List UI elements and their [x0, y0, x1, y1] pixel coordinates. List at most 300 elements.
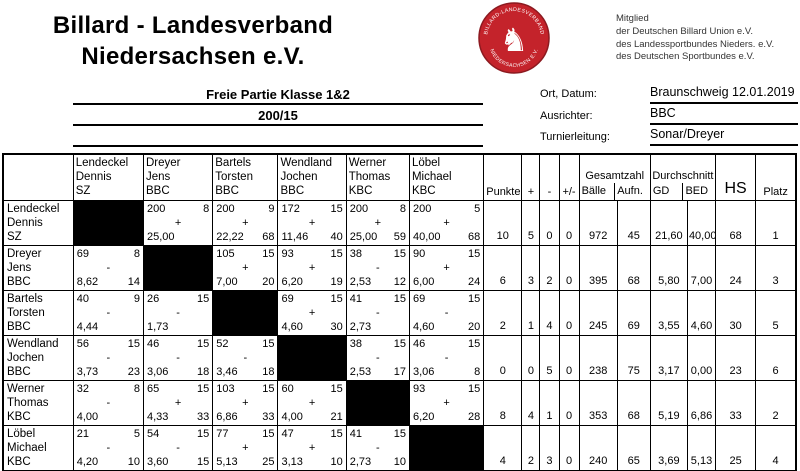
opponent-club: BBC [215, 185, 239, 197]
match-result-sign: - [444, 306, 449, 319]
match-bottom [350, 320, 406, 334]
match-highrun: 33 [197, 410, 210, 423]
player-club: KBC [7, 455, 31, 468]
opponent-club: BBC [146, 185, 170, 197]
association-logo [477, 1, 551, 75]
match-innings: 15 [467, 247, 481, 260]
match-cell [409, 245, 483, 290]
match-top [77, 247, 140, 261]
match-innings: 15 [262, 247, 275, 260]
match-result-sign: + [443, 216, 450, 229]
match-result-sign: - [106, 306, 111, 319]
stat-plus: 3 [522, 245, 540, 290]
match-top [350, 337, 406, 351]
stat-aufn: 68 [617, 380, 650, 425]
match-highrun: 33 [262, 410, 275, 423]
match-cell [144, 380, 213, 425]
stat-bed: 7,00 [687, 245, 715, 290]
turnierleitung-label: Turnierleitung: [540, 131, 610, 143]
match-innings: 15 [262, 427, 275, 440]
match-cell [144, 335, 213, 380]
stat-aufn: 65 [617, 425, 650, 471]
match-result-sign: - [106, 441, 111, 454]
corner-cell [3, 154, 73, 200]
match-result-sign: + [308, 441, 316, 454]
opponent-first: Michael [411, 171, 452, 183]
match-bottom [147, 455, 209, 469]
match-cell [144, 200, 213, 245]
diagonal-black-cell [346, 380, 409, 425]
player-name-cell [3, 245, 73, 290]
diagonal-black-cell [278, 335, 346, 380]
ort-datum-label: Ort, Datum: [540, 88, 597, 100]
opponent-header-werner [346, 154, 409, 200]
player-club: SZ [7, 230, 22, 243]
match-result-sign: + [242, 441, 249, 454]
opponent-last: Löbel [411, 157, 441, 169]
match-average: 5,13 [216, 455, 238, 468]
match-balls: 21 [76, 427, 89, 440]
match-cell [73, 425, 143, 471]
opponent-header-dreyer [144, 154, 213, 200]
match-bottom [77, 365, 140, 379]
opponent-last: Dreyer [146, 157, 181, 169]
match-cell [278, 425, 346, 471]
opponent-header-bartels [213, 154, 278, 200]
match-top [413, 382, 480, 396]
match-highrun: 10 [393, 455, 406, 468]
match-innings: 15 [393, 247, 406, 260]
diagonal-black-cell [213, 290, 278, 335]
match-average: 4,33 [147, 410, 169, 423]
stat-platz: 5 [756, 290, 796, 335]
match-highrun: 68 [262, 230, 275, 243]
player-first: Jochen [7, 351, 45, 364]
diagonal-black-cell [73, 200, 143, 245]
match-top [281, 292, 342, 306]
match-bottom [216, 230, 274, 244]
membership-block [616, 13, 774, 64]
stat-aufn: 45 [617, 200, 650, 245]
match-result-sign: - [106, 351, 111, 364]
stat-punkte: 4 [484, 425, 522, 471]
match-balls: 105 [216, 247, 235, 260]
opponent-first: Torsten [215, 171, 253, 183]
match-balls: 69 [412, 292, 426, 305]
match-innings: 8 [133, 382, 140, 395]
divider-line [73, 145, 483, 147]
stat-baelle: 240 [579, 425, 617, 471]
stat-plus: 5 [522, 200, 540, 245]
match-average: 3,46 [216, 365, 238, 378]
stat-hs: 24 [716, 245, 756, 290]
stat-baelle: 395 [579, 245, 617, 290]
stat-gd: 5,19 [650, 380, 687, 425]
match-innings: 15 [467, 337, 481, 350]
match-top [147, 292, 209, 306]
org-title-line1: Billard - Landesverband [52, 12, 334, 39]
match-top [216, 337, 274, 351]
match-top [216, 202, 274, 216]
match-highrun: 15 [197, 455, 210, 468]
match-result-sign: - [106, 396, 111, 409]
match-top [413, 292, 480, 306]
stat-plusminus: 0 [559, 200, 579, 245]
stat-gd: 5,80 [650, 245, 687, 290]
match-innings: 8 [133, 247, 140, 260]
match-result-sign: - [176, 306, 180, 319]
match-average: 6,00 [412, 275, 435, 288]
match-top [77, 427, 140, 441]
match-cell [144, 290, 213, 335]
membership-line: Mitglied [616, 13, 649, 24]
match-highrun: 28 [467, 410, 481, 423]
match-average: 4,00 [76, 410, 99, 423]
match-bottom [281, 410, 342, 424]
match-bottom [350, 275, 406, 289]
match-bottom [350, 365, 406, 379]
match-bottom [281, 455, 342, 469]
match-cell [73, 290, 143, 335]
match-innings: 8 [399, 202, 406, 215]
match-bottom [77, 320, 140, 334]
match-top [281, 202, 342, 216]
match-cell [278, 200, 346, 245]
stat-plus: 4 [522, 380, 540, 425]
opponent-last: Werner [348, 157, 387, 169]
match-bottom [413, 320, 480, 334]
match-cell [213, 245, 278, 290]
match-bottom [281, 320, 342, 334]
match-top [147, 427, 209, 441]
match-bottom [77, 410, 140, 424]
player-name-cell [3, 290, 73, 335]
svg-text:BILLARD-LANDESVERBAND: BILLARD-LANDESVERBAND [483, 6, 545, 36]
stat-hs: 23 [716, 335, 756, 380]
opponent-club: SZ [75, 185, 91, 197]
opponent-header-lendeckel [73, 154, 143, 200]
match-bottom [281, 275, 342, 289]
match-innings: 9 [133, 292, 140, 305]
col-header-minus: - [540, 154, 559, 200]
match-highrun: 14 [127, 275, 140, 288]
ort-datum-value: Braunschweig 12.01.2019 [650, 85, 798, 104]
stat-plusminus: 0 [559, 335, 579, 380]
match-innings: 15 [330, 427, 343, 440]
match-balls: 200 [412, 202, 432, 215]
match-average: 7,00 [216, 275, 238, 288]
stat-platz: 1 [756, 200, 796, 245]
stat-hs: 33 [716, 380, 756, 425]
match-highrun: 8 [474, 365, 481, 378]
diagonal-black-cell [144, 245, 213, 290]
match-highrun: 68 [467, 230, 481, 243]
player-last: Lendeckel [7, 202, 60, 215]
match-result-sign: + [308, 306, 316, 319]
player-club: KBC [7, 410, 31, 423]
match-bottom [216, 455, 274, 469]
match-highrun: 17 [393, 365, 406, 378]
match-result-sign: + [242, 396, 249, 409]
match-balls: 41 [349, 427, 362, 440]
match-balls: 46 [412, 337, 426, 350]
match-cell [213, 425, 278, 471]
match-cell [409, 335, 483, 380]
match-cell [409, 380, 483, 425]
org-title-line2: Niedersachsen e.V. [81, 43, 305, 70]
match-average: 2,53 [349, 275, 372, 288]
col-header-gesamtzahl [579, 154, 650, 200]
match-balls: 200 [349, 202, 369, 215]
match-result-sign: + [308, 261, 316, 274]
stat-gd: 3,69 [650, 425, 687, 471]
match-top [413, 202, 480, 216]
match-bottom [147, 365, 209, 379]
match-innings: 8 [203, 202, 210, 215]
stat-bed: 5,13 [687, 425, 715, 471]
match-bottom [77, 275, 140, 289]
match-innings: 5 [474, 202, 481, 215]
niedersachsen-horse-icon [477, 1, 551, 75]
match-top [350, 247, 406, 261]
match-result-sign: + [174, 216, 182, 229]
match-result-sign: - [376, 351, 380, 364]
col-header-plus: + [522, 154, 540, 200]
match-result-sign: - [376, 441, 380, 454]
match-top [281, 427, 342, 441]
match-cell [73, 245, 143, 290]
match-bottom [281, 230, 342, 244]
match-average: 3,60 [147, 455, 169, 468]
match-innings: 15 [197, 292, 210, 305]
player-club: BBC [7, 365, 31, 378]
match-result-sign: + [443, 261, 450, 274]
ausrichter-label: Ausrichter: [540, 110, 593, 122]
player-last: Bartels [7, 292, 43, 305]
match-average: 6,86 [216, 410, 238, 423]
divider-line [73, 124, 483, 126]
svg-text:♞: ♞ [499, 22, 529, 58]
stat-punkte: 0 [484, 335, 522, 380]
match-bottom [413, 275, 480, 289]
match-cell [278, 245, 346, 290]
crosstable [2, 153, 797, 471]
stat-platz: 2 [756, 380, 796, 425]
stat-minus: 5 [540, 335, 559, 380]
baelle-label: Bälle [581, 184, 607, 197]
match-balls: 40 [76, 292, 89, 305]
match-highrun: 21 [330, 410, 343, 423]
gesamtzahl-label: Gesamtzahl [585, 169, 645, 182]
match-result-sign: - [176, 351, 180, 364]
match-result-sign: - [376, 306, 380, 319]
player-name-cell [3, 335, 73, 380]
match-average: 6,20 [412, 410, 435, 423]
match-balls: 77 [216, 427, 229, 440]
membership-line: der Deutschen Billard Union e.V. [616, 25, 753, 37]
match-cell [213, 335, 278, 380]
match-balls: 41 [349, 292, 362, 305]
stat-gd: 3,55 [650, 290, 687, 335]
match-bottom [216, 275, 274, 289]
match-cell [213, 380, 278, 425]
match-top [147, 382, 209, 396]
match-average: 4,00 [281, 410, 303, 423]
stat-plus: 2 [522, 425, 540, 471]
match-balls: 200 [147, 202, 166, 215]
match-average: 3,06 [412, 365, 435, 378]
player-first: Dennis [7, 216, 43, 229]
match-highrun: 18 [197, 365, 210, 378]
match-balls: 46 [147, 337, 160, 350]
stat-aufn: 69 [617, 290, 650, 335]
match-cell [346, 335, 409, 380]
stat-plusminus: 0 [559, 380, 579, 425]
match-innings: 15 [330, 247, 343, 260]
gd-label: GD [652, 184, 670, 197]
stat-punkte: 6 [484, 245, 522, 290]
match-result-sign: - [106, 261, 111, 274]
match-balls: 38 [349, 337, 362, 350]
stat-bed: 0,00 [687, 335, 715, 380]
opponent-first: Thomas [348, 171, 391, 183]
stat-platz: 3 [756, 245, 796, 290]
stat-baelle: 972 [579, 200, 617, 245]
match-top [216, 382, 274, 396]
match-average: 40,00 [412, 230, 441, 243]
stat-aufn: 68 [617, 245, 650, 290]
match-balls: 69 [76, 247, 89, 260]
match-result-sign: + [308, 216, 316, 229]
match-balls: 60 [281, 382, 294, 395]
match-innings: 15 [330, 382, 343, 395]
match-innings: 15 [467, 382, 481, 395]
match-average: 22,22 [216, 230, 244, 243]
match-highrun: 25 [262, 455, 275, 468]
match-top [77, 382, 140, 396]
stat-hs: 68 [716, 200, 756, 245]
match-top [350, 427, 406, 441]
stat-plusminus: 0 [559, 245, 579, 290]
stat-aufn: 75 [617, 335, 650, 380]
org-title [28, 10, 358, 72]
player-last: Werner [7, 382, 45, 395]
event-title: Freie Partie Klasse 1&2 [206, 87, 350, 102]
match-top [147, 202, 209, 216]
match-top [281, 382, 342, 396]
player-row [3, 200, 796, 245]
player-first: Thomas [7, 396, 49, 409]
player-first: Jens [7, 261, 32, 274]
opponent-header-loebel [409, 154, 483, 200]
match-cell [73, 335, 143, 380]
stat-hs: 30 [716, 290, 756, 335]
match-bottom [413, 230, 480, 244]
opponent-first: Jochen [280, 171, 318, 183]
match-result-sign: + [242, 261, 249, 274]
match-balls: 47 [281, 427, 294, 440]
diagonal-black-cell [409, 425, 483, 471]
header-row [3, 154, 796, 200]
match-balls: 93 [281, 247, 294, 260]
match-average: 2,53 [349, 365, 372, 378]
col-header-durchschnitt [650, 154, 715, 200]
match-highrun: 12 [393, 275, 406, 288]
player-last: Dreyer [7, 247, 42, 260]
opponent-first: Dennis [75, 171, 112, 183]
match-innings: 15 [393, 427, 406, 440]
match-balls: 65 [147, 382, 160, 395]
match-result-sign: - [243, 351, 248, 364]
match-cell [213, 200, 278, 245]
match-average: 8,62 [76, 275, 99, 288]
match-balls: 90 [412, 247, 426, 260]
aufn-label: Aufn. [614, 183, 650, 200]
stat-punkte: 2 [484, 290, 522, 335]
match-result-sign: - [444, 351, 449, 364]
stat-minus: 2 [540, 245, 559, 290]
match-result-sign: + [308, 396, 316, 409]
match-highrun: 23 [127, 365, 140, 378]
match-top [216, 247, 274, 261]
match-result-sign: + [174, 396, 182, 409]
match-balls: 172 [281, 202, 300, 215]
stat-punkte: 8 [484, 380, 522, 425]
match-average: 4,44 [76, 320, 99, 333]
match-highrun: 30 [330, 320, 343, 333]
player-first: Torsten [7, 306, 45, 319]
match-innings: 15 [262, 382, 275, 395]
match-cell [144, 425, 213, 471]
opponent-last: Lendeckel [75, 157, 129, 169]
turnierleitung-value: Sonar/Dreyer [650, 127, 798, 146]
match-top [350, 202, 406, 216]
match-balls: 93 [412, 382, 426, 395]
opponent-last: Bartels [215, 157, 252, 169]
match-innings: 15 [262, 337, 275, 350]
match-balls: 26 [147, 292, 160, 305]
match-balls: 32 [76, 382, 89, 395]
col-header-plusminus: +/- [559, 154, 579, 200]
col-header-platz: Platz [756, 154, 796, 200]
stat-baelle: 245 [579, 290, 617, 335]
match-innings: 15 [127, 337, 140, 350]
match-bottom [350, 230, 406, 244]
match-average: 2,73 [349, 455, 372, 468]
match-cell [278, 290, 346, 335]
membership-line: des Landessportbundes Nieders. e.V. [616, 38, 775, 50]
match-bottom [216, 365, 274, 379]
match-bottom [413, 365, 480, 379]
divider-line [73, 103, 483, 105]
player-row [3, 425, 796, 471]
match-cell [409, 200, 483, 245]
stat-minus: 0 [540, 200, 559, 245]
match-cell [346, 425, 409, 471]
match-innings: 15 [197, 337, 210, 350]
match-highrun: 18 [262, 365, 275, 378]
match-innings: 15 [467, 292, 481, 305]
opponent-header-wendland [278, 154, 346, 200]
stat-plus: 0 [522, 335, 540, 380]
match-top [77, 292, 140, 306]
match-average: 2,73 [349, 320, 372, 333]
stat-plus: 1 [522, 290, 540, 335]
match-bottom [147, 230, 209, 244]
col-header-punkte: Punkte [484, 154, 522, 200]
match-bottom [77, 455, 140, 469]
match-cell [73, 380, 143, 425]
